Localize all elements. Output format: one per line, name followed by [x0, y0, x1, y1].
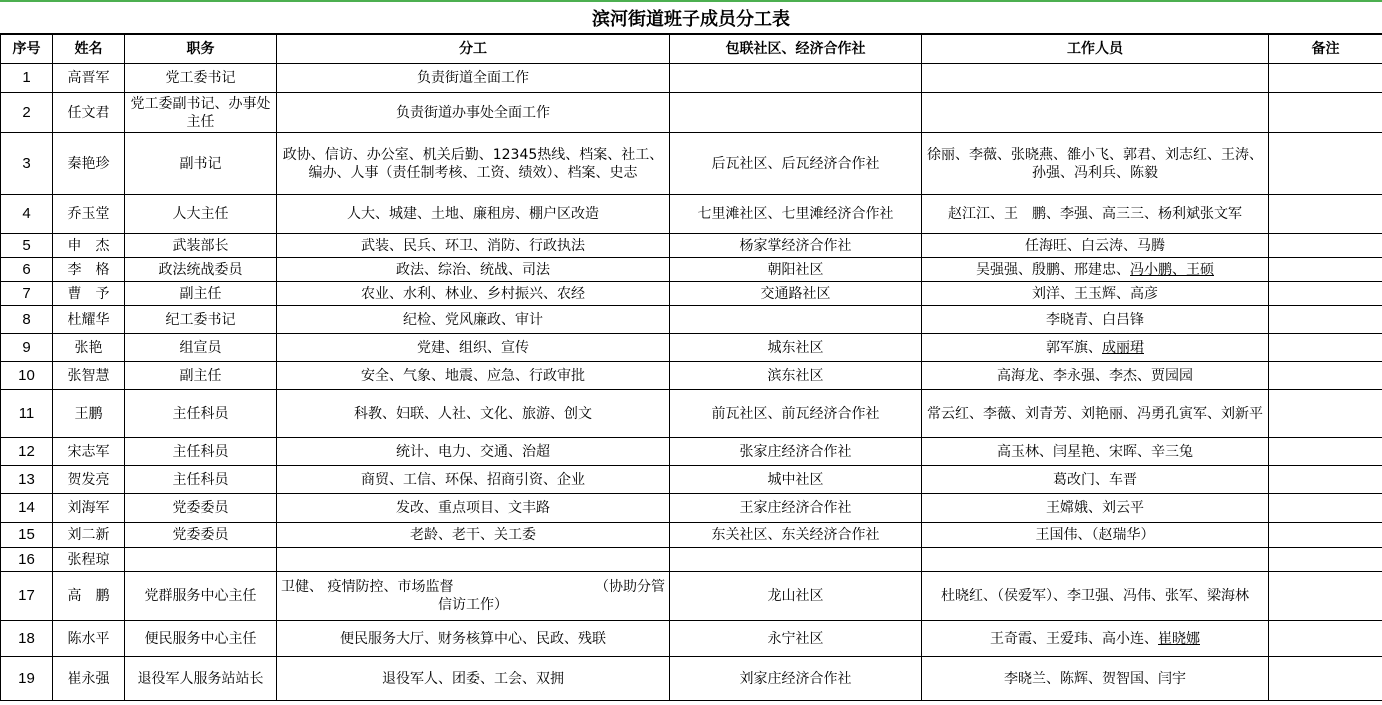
table-row — [1, 548, 1382, 572]
cell-staff[interactable] — [922, 548, 1269, 572]
cell-no[interactable]: 15 — [1, 523, 53, 548]
cell-unit[interactable]: 永宁社区 — [670, 621, 922, 657]
cell-no[interactable]: 10 — [1, 362, 53, 390]
cell-unit[interactable]: 前瓦社区、前瓦经济合作社 — [670, 390, 922, 438]
cell-name[interactable]: 高晋军 — [53, 64, 125, 93]
cell-note[interactable] — [1269, 362, 1382, 390]
cell-unit[interactable]: 刘家庄经济合作社 — [670, 657, 922, 701]
cell-no[interactable]: 11 — [1, 390, 53, 438]
header-row — [1, 35, 1382, 64]
cell-duty[interactable]: 政协、信访、办公室、机关后勤、12345热线、档案、社工、编办、人事（责任制考核、工资、绩效）、档案、史志 — [277, 133, 670, 195]
table-row — [1, 438, 1382, 466]
cell-post[interactable]: 副书记 — [125, 133, 277, 195]
table-row — [1, 195, 1382, 234]
cell-unit[interactable]: 王家庄经济合作社 — [670, 494, 922, 523]
cell-unit[interactable] — [670, 548, 922, 572]
cell-name[interactable]: 王鹏 — [53, 390, 125, 438]
staff-text-underlined: 冯小鹏、王硕 — [1130, 261, 1214, 278]
cell-note[interactable] — [1269, 234, 1382, 258]
table-row — [1, 306, 1382, 334]
cell-duty[interactable]: 农业、水利、林业、乡村振兴、农经 — [277, 282, 670, 306]
cell-no[interactable]: 5 — [1, 234, 53, 258]
cell-name[interactable]: 陈水平 — [53, 621, 125, 657]
cell-post[interactable] — [125, 548, 277, 572]
cell-post[interactable]: 纪工委书记 — [125, 306, 277, 334]
table-row — [1, 362, 1382, 390]
cell-no[interactable]: 9 — [1, 334, 53, 362]
cell-unit[interactable]: 城东社区 — [670, 334, 922, 362]
cell-note[interactable] — [1269, 572, 1382, 621]
cell-duty[interactable]: 退役军人、团委、工会、双拥 — [277, 657, 670, 701]
cell-post[interactable]: 主任科员 — [125, 390, 277, 438]
cell-duty[interactable]: 政法、综治、统战、司法 — [277, 258, 670, 282]
cell-name[interactable]: 申 杰 — [53, 234, 125, 258]
cell-staff[interactable]: 葛改门、车晋 — [922, 466, 1269, 494]
table-row — [1, 523, 1382, 548]
cell-no[interactable]: 4 — [1, 195, 53, 234]
table-row — [1, 466, 1382, 494]
cell-unit[interactable]: 龙山社区 — [670, 572, 922, 621]
cell-unit[interactable] — [670, 64, 922, 93]
cell-duty[interactable]: 发改、重点项目、文丰路 — [277, 494, 670, 523]
cell-note[interactable] — [1269, 438, 1382, 466]
cell-no[interactable]: 1 — [1, 64, 53, 93]
cell-staff[interactable]: 王国伟、（赵瑞华） — [922, 523, 1269, 548]
cell-no[interactable]: 16 — [1, 548, 53, 572]
table-row — [1, 64, 1382, 93]
header-cell-duty[interactable]: 分工 — [277, 35, 670, 64]
cell-post[interactable]: 党工委副书记、办事处主任 — [125, 93, 277, 133]
cell-note[interactable] — [1269, 390, 1382, 438]
cell-unit[interactable]: 城中社区 — [670, 466, 922, 494]
staff-text-underlined: 崔晓娜 — [1158, 630, 1200, 647]
table-row — [1, 572, 1382, 621]
cell-duty[interactable]: 安全、气象、地震、应急、行政审批 — [277, 362, 670, 390]
cell-staff[interactable] — [922, 258, 1269, 282]
cell-post[interactable]: 党委委员 — [125, 523, 277, 548]
cell-staff[interactable]: 李晓青、白吕锋 — [922, 306, 1269, 334]
cell-duty[interactable] — [277, 548, 670, 572]
table-row — [1, 93, 1382, 133]
cell-staff[interactable]: 常云红、李薇、刘青芳、刘艳丽、冯勇孔寅军、刘新平 — [922, 390, 1269, 438]
duty-text: 卫健、 疫情防控、市场监督 — [281, 579, 454, 595]
cell-note[interactable] — [1269, 334, 1382, 362]
staff-text-underlined: 成丽珺 — [1102, 339, 1144, 356]
cell-duty[interactable]: 商贸、工信、环保、招商引资、企业 — [277, 466, 670, 494]
header-cell-post[interactable]: 职务 — [125, 35, 277, 64]
cell-duty[interactable]: 负责街道全面工作 — [277, 64, 670, 93]
cell-post[interactable]: 人大主任 — [125, 195, 277, 234]
cell-note[interactable] — [1269, 466, 1382, 494]
cell-note[interactable] — [1269, 64, 1382, 93]
cell-unit[interactable]: 东关社区、东关经济合作社 — [670, 523, 922, 548]
cell-unit[interactable]: 交通路社区 — [670, 282, 922, 306]
cell-note[interactable] — [1269, 258, 1382, 282]
table-row — [1, 657, 1382, 701]
cell-name[interactable]: 李 格 — [53, 258, 125, 282]
cell-unit[interactable]: 七里滩社区、七里滩经济合作社 — [670, 195, 922, 234]
table-row — [1, 390, 1382, 438]
cell-staff[interactable]: 刘洋、王玉辉、高彦 — [922, 282, 1269, 306]
cell-post[interactable]: 主任科员 — [125, 438, 277, 466]
cell-note[interactable] — [1269, 657, 1382, 701]
table-row — [1, 258, 1382, 282]
cell-no[interactable]: 3 — [1, 133, 53, 195]
staff-text: 王奇霞、王爱玮、高小连、 — [990, 630, 1158, 647]
cell-post[interactable]: 退役军人服务站站长 — [125, 657, 277, 701]
duty-line-1 — [281, 578, 665, 596]
cell-note[interactable] — [1269, 306, 1382, 334]
cell-note[interactable] — [1269, 548, 1382, 572]
cell-no[interactable]: 6 — [1, 258, 53, 282]
cell-staff[interactable]: 高海龙、李永强、李杰、贾园园 — [922, 362, 1269, 390]
cell-duty[interactable]: 科教、妇联、人社、文化、旅游、创文 — [277, 390, 670, 438]
table-row — [1, 133, 1382, 195]
cell-staff[interactable]: 王嫦娥、刘云平 — [922, 494, 1269, 523]
cell-post[interactable]: 武装部长 — [125, 234, 277, 258]
cell-duty[interactable]: 党建、组织、宣传 — [277, 334, 670, 362]
table-title: 滨河街道班子成员分工表 — [0, 0, 1382, 34]
cell-name[interactable]: 乔玉堂 — [53, 195, 125, 234]
cell-post[interactable]: 便民服务中心主任 — [125, 621, 277, 657]
cell-no[interactable]: 18 — [1, 621, 53, 657]
cell-post[interactable]: 党工委书记 — [125, 64, 277, 93]
cell-name[interactable]: 张智慧 — [53, 362, 125, 390]
cell-name[interactable]: 曹 予 — [53, 282, 125, 306]
cell-unit[interactable]: 张家庄经济合作社 — [670, 438, 922, 466]
cell-name[interactable]: 张艳 — [53, 334, 125, 362]
assignment-table — [0, 34, 1382, 701]
cell-staff[interactable] — [922, 334, 1269, 362]
cell-staff[interactable] — [922, 64, 1269, 93]
cell-duty[interactable]: 人大、城建、土地、廉租房、棚户区改造 — [277, 195, 670, 234]
cell-name[interactable]: 任文君 — [53, 93, 125, 133]
cell-post[interactable]: 政法统战委员 — [125, 258, 277, 282]
cell-name[interactable]: 秦艳珍 — [53, 133, 125, 195]
cell-post[interactable]: 副主任 — [125, 362, 277, 390]
staff-text: 吴强强、殷鹏、邢建忠、 — [976, 261, 1130, 278]
cell-staff[interactable] — [922, 93, 1269, 133]
cell-no[interactable]: 14 — [1, 494, 53, 523]
cell-name[interactable]: 贺发亮 — [53, 466, 125, 494]
cell-staff[interactable] — [922, 621, 1269, 657]
cell-no[interactable]: 8 — [1, 306, 53, 334]
table-row — [1, 234, 1382, 258]
header-cell-unit[interactable]: 包联社区、经济合作社 — [670, 35, 922, 64]
cell-name[interactable]: 高 鹏 — [53, 572, 125, 621]
cell-note[interactable] — [1269, 93, 1382, 133]
table-row — [1, 282, 1382, 306]
cell-duty[interactable]: 负责街道办事处全面工作 — [277, 93, 670, 133]
cell-note[interactable] — [1269, 494, 1382, 523]
cell-unit[interactable]: 后瓦社区、后瓦经济合作社 — [670, 133, 922, 195]
cell-staff[interactable]: 杜晓红、（侯爱军）、李卫强、冯伟、张军、梁海林 — [922, 572, 1269, 621]
cell-post[interactable]: 主任科员 — [125, 466, 277, 494]
cell-note[interactable] — [1269, 195, 1382, 234]
header-cell-name[interactable]: 姓名 — [53, 35, 125, 64]
cell-staff[interactable]: 任海旺、白云涛、马腾 — [922, 234, 1269, 258]
cell-unit[interactable]: 朝阳社区 — [670, 258, 922, 282]
cell-name[interactable]: 张程琼 — [53, 548, 125, 572]
table-row — [1, 334, 1382, 362]
cell-no[interactable]: 12 — [1, 438, 53, 466]
cell-note[interactable] — [1269, 133, 1382, 195]
duty-text-assist: （协助分管 — [595, 579, 665, 595]
cell-staff[interactable]: 赵江江、王 鹏、李强、高三三、杨利斌张文军 — [922, 195, 1269, 234]
cell-post[interactable]: 党委委员 — [125, 494, 277, 523]
cell-post[interactable]: 副主任 — [125, 282, 277, 306]
cell-duty[interactable]: 纪检、党风廉政、审计 — [277, 306, 670, 334]
cell-post[interactable]: 组宣员 — [125, 334, 277, 362]
cell-unit[interactable]: 杨家掌经济合作社 — [670, 234, 922, 258]
cell-name[interactable]: 刘海军 — [53, 494, 125, 523]
cell-duty[interactable]: 老龄、老干、关工委 — [277, 523, 670, 548]
staff-text: 郭军旗、 — [1046, 339, 1102, 356]
cell-no[interactable]: 13 — [1, 466, 53, 494]
cell-staff[interactable]: 高玉林、闫星艳、宋晖、辛三兔 — [922, 438, 1269, 466]
cell-name[interactable]: 宋志军 — [53, 438, 125, 466]
cell-unit[interactable]: 滨东社区 — [670, 362, 922, 390]
table-row — [1, 494, 1382, 523]
cell-no[interactable]: 7 — [1, 282, 53, 306]
cell-duty[interactable]: 统计、电力、交通、治超 — [277, 438, 670, 466]
cell-duty[interactable]: 武装、民兵、环卫、消防、行政执法 — [277, 234, 670, 258]
cell-name[interactable]: 崔永强 — [53, 657, 125, 701]
header-cell-staff[interactable]: 工作人员 — [922, 35, 1269, 64]
cell-unit[interactable] — [670, 93, 922, 133]
header-cell-note[interactable]: 备注 — [1269, 35, 1382, 64]
header-cell-no[interactable]: 序号 — [1, 35, 53, 64]
cell-note[interactable] — [1269, 523, 1382, 548]
cell-no[interactable]: 2 — [1, 93, 53, 133]
cell-no[interactable]: 17 — [1, 572, 53, 621]
table-row — [1, 621, 1382, 657]
cell-name[interactable]: 杜耀华 — [53, 306, 125, 334]
duty-line-2: 信访工作） — [438, 597, 508, 613]
cell-staff[interactable]: 李晓兰、陈辉、贺智国、闫宇 — [922, 657, 1269, 701]
cell-note[interactable] — [1269, 282, 1382, 306]
cell-post[interactable]: 党群服务中心主任 — [125, 572, 277, 621]
cell-duty[interactable] — [277, 572, 670, 621]
cell-no[interactable]: 19 — [1, 657, 53, 701]
cell-duty[interactable]: 便民服务大厅、财务核算中心、民政、残联 — [277, 621, 670, 657]
cell-note[interactable] — [1269, 621, 1382, 657]
cell-name[interactable]: 刘二新 — [53, 523, 125, 548]
cell-staff[interactable]: 徐丽、李薇、张晓燕、雒小飞、郭君、刘志红、王涛、孙强、冯利兵、陈毅 — [922, 133, 1269, 195]
cell-unit[interactable] — [670, 306, 922, 334]
